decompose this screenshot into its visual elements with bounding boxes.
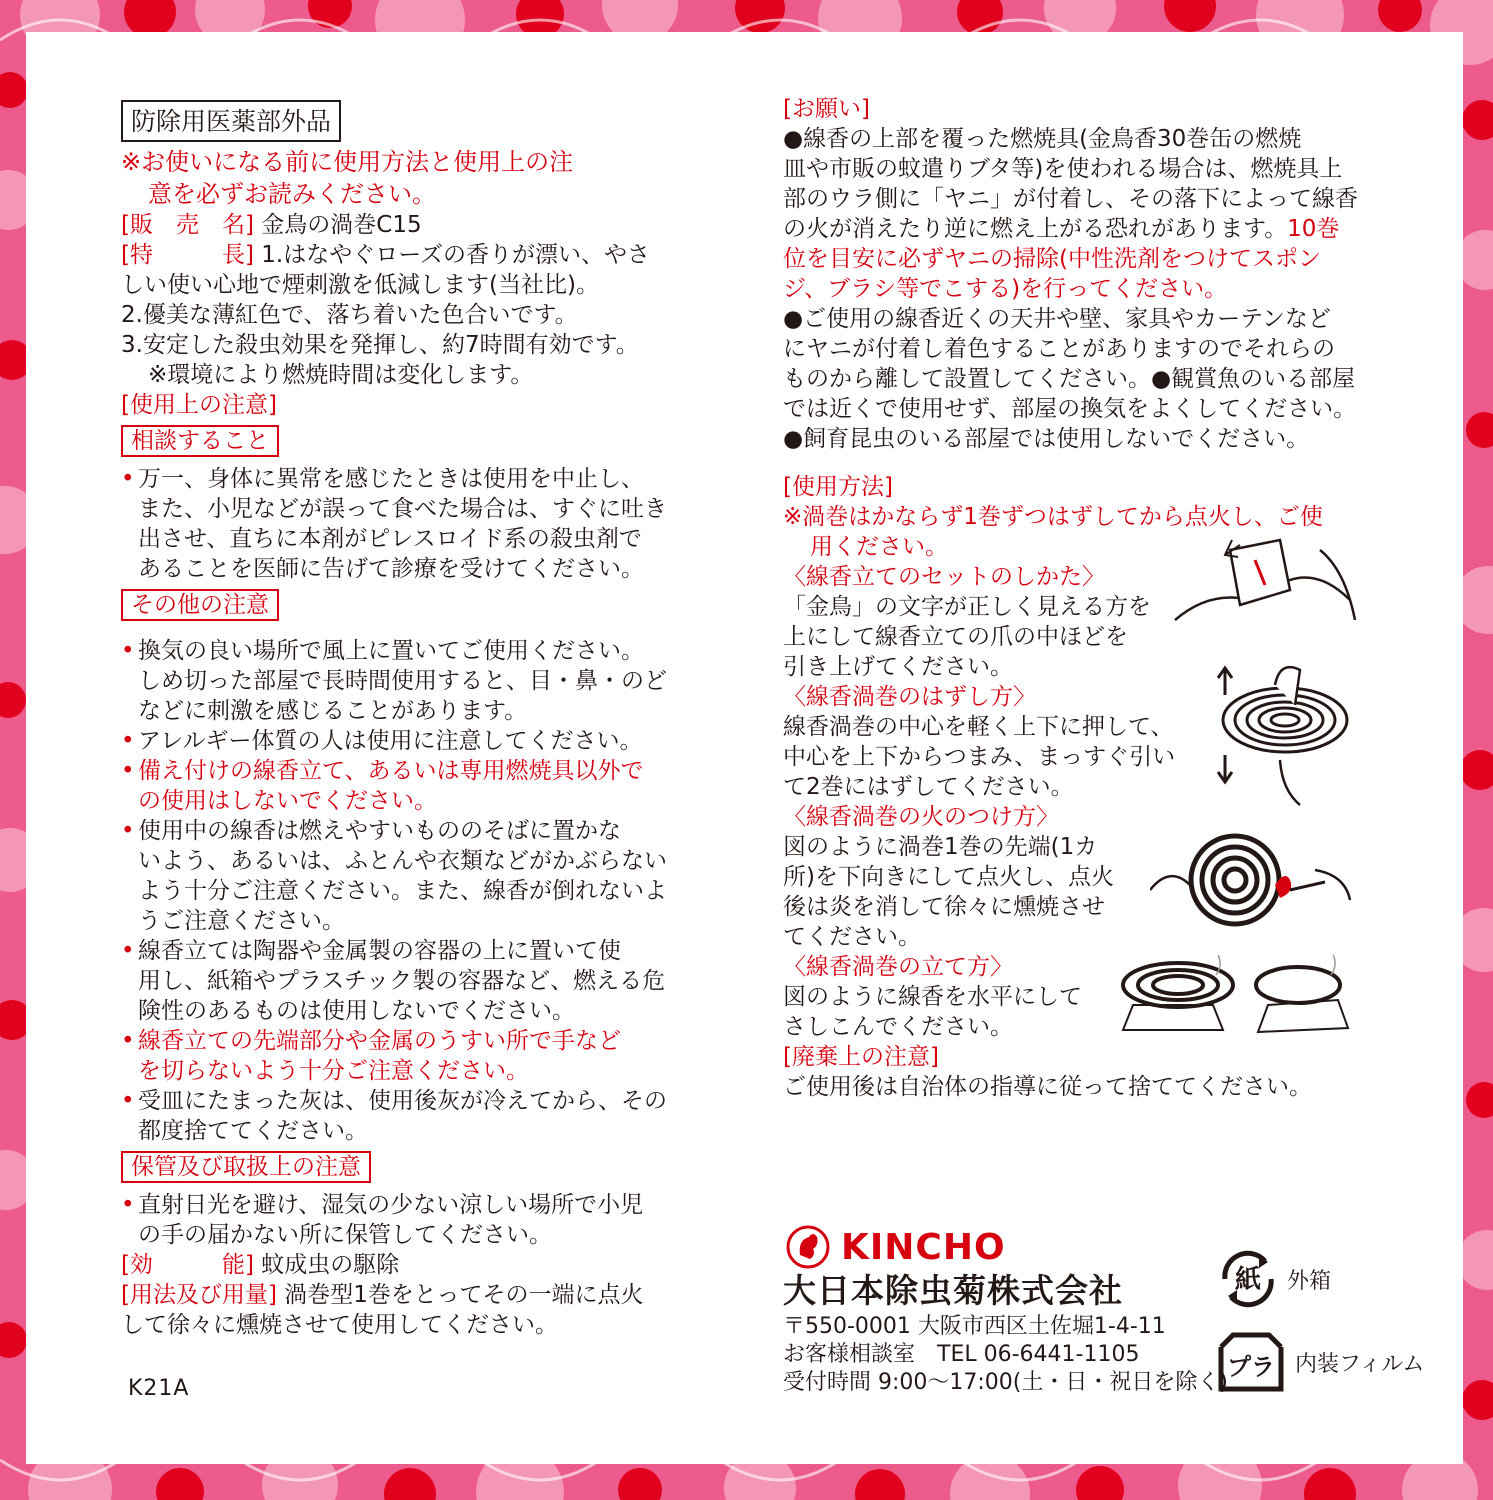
item-line: の使用はしないでください。	[138, 788, 437, 814]
company-address: 〒550-0001 大阪市西区土佐堀1-4-11	[783, 1314, 1166, 1339]
plastic-recycle-label: 内装フィルム	[1295, 1351, 1425, 1377]
step-title: 〈線香渦巻のはずし方〉	[783, 684, 1036, 710]
request-line: ものから離して設置してください。●観賞魚のいる部屋	[783, 366, 1356, 392]
brand-logo	[783, 1225, 1203, 1269]
item-line: いよう、あるいは、ふとんや衣類などがかぶらない	[138, 848, 667, 874]
request-line: ●ご使用の線香近くの天井や壁、家具やカーテンなど	[783, 306, 1331, 332]
step-line: 上にして線香立ての爪の中ほどを	[783, 624, 1128, 650]
request-red-line: ジ、ブラシ等でこする)を行ってください。	[783, 276, 1228, 302]
brand-name: KINCHO	[841, 1226, 1006, 1268]
left-column	[121, 100, 681, 1340]
item-line: 出させ、直ちに本剤がピレスロイド系の殺虫剤で	[138, 526, 642, 552]
feature-line: しい使い心地で煙刺激を低減します(当社比)。	[121, 272, 599, 298]
feature-line: 1.はなやぐローズの香りが漂い、やさ	[261, 242, 651, 268]
business-hours: 受付時間 9:00〜17:00(土・日・祝日を除く)	[783, 1370, 1228, 1395]
item-line: • 備え付けの線香立て、あるいは専用燃焼具以外で	[138, 758, 644, 784]
disposal-text: ご使用後は自治体の指導に従って捨ててください。	[783, 1074, 1312, 1100]
item-line: • 万一、身体に異常を感じたときは使用を中止し、	[138, 466, 644, 492]
item-line: • 線香立ては陶器や金属製の容器の上に置いて使	[138, 938, 621, 964]
item-line: の手の届かない所に保管してください。	[138, 1222, 552, 1248]
other-item	[121, 936, 681, 1026]
dosage-line: して徐々に燻焼させて使用してください。	[121, 1312, 558, 1338]
usage-warning-line: 用ください。	[810, 534, 948, 560]
separate-coil-illustration	[1210, 660, 1360, 810]
other-item	[121, 816, 681, 936]
step-title: 〈線香渦巻の火のつけ方〉	[783, 804, 1059, 830]
features-label: [特 長]	[121, 242, 254, 268]
item-line: • 受皿にたまった灰は、使用後灰が冷えてから、その	[138, 1088, 667, 1114]
feature-line: 2.優美な薄紅色で、落ち着いた色合いです。	[121, 302, 578, 328]
plastic-mark-text: プラ	[1227, 1353, 1275, 1381]
other-item	[121, 636, 681, 726]
item-line: • アレルギー体質の人は使用に注意してください。	[138, 728, 643, 754]
other-item	[121, 1086, 681, 1146]
step-line: さしこんでください。	[783, 1014, 1013, 1040]
paper-recycle-label: 外箱	[1287, 1268, 1332, 1294]
other-item-important	[121, 756, 681, 816]
item-line: 用し、紙箱やプラスチック製の容器など、燃える危	[138, 968, 666, 994]
warning-line: 意を必ずお読みください。	[148, 180, 436, 208]
dosage-label: [用法及び用量]	[121, 1282, 277, 1308]
quasi-drug-category-box: 防除用医薬部外品	[121, 100, 341, 142]
step-line: 「金鳥」の文字が正しく見える方を	[783, 594, 1151, 620]
usage-warning-line: ※渦巻はかならず1巻ずつはずしてから点火し、ご使	[783, 504, 1323, 530]
request-line: ●飼育昆虫のいる部屋では使用しないでください。	[783, 426, 1310, 452]
lot-code: K21A	[128, 1376, 190, 1401]
plastic-recycle-icon	[1213, 1327, 1289, 1397]
usage-heading: [使用方法]	[783, 474, 893, 500]
request-line: にヤニが付着し着色することがありますのでそれらの	[783, 336, 1335, 362]
request-line: 部のウラ側に「ヤニ」が付着し、その落下によって線香	[783, 186, 1358, 212]
item-line: • 換気の良い場所で風上に置いてご使用ください。	[138, 638, 644, 664]
step-line: 図のように渦巻1巻の先端(1カ	[783, 834, 1098, 860]
other-item-important	[121, 1026, 681, 1086]
burn-time-note: ※環境により燃焼時間は変化します。	[148, 362, 534, 388]
item-line: よう十分ご注意ください。また、線香が倒れないよ	[138, 878, 667, 904]
holder-setup-illustration	[1170, 530, 1360, 650]
request-text: の火が消えたり逆に燃え上がる恐れがあります。	[783, 216, 1288, 242]
request-line: では近くで使用せず、部屋の換気をよくしてください。	[783, 396, 1357, 422]
other-item	[121, 726, 681, 756]
request-red-line: 位を目安に必ずヤニの掃除(中性洗剤をつけてスポン	[783, 246, 1321, 272]
item-line: • 直射日光を避け、湿気の少ない涼しい場所で小児	[138, 1192, 644, 1218]
dosage-section	[121, 1280, 681, 1340]
paper-recycle-icon	[1215, 1246, 1281, 1312]
feature-line: 3.安定した殺虫効果を発揮し、約7時間有効です。	[121, 332, 639, 358]
rooster-logo-icon	[783, 1225, 833, 1269]
efficacy-label: [効 能]	[121, 1252, 254, 1278]
paper-mark-text: 紙	[1234, 1265, 1262, 1295]
step-line: て2巻にはずしてください。	[783, 774, 1074, 800]
plastic-recycle-mark	[1213, 1327, 1424, 1397]
product-name: 金鳥の渦巻C15	[261, 212, 422, 238]
storage-item	[121, 1190, 681, 1250]
step-line: 中心を上下からつまみ、まっすぐ引い	[783, 744, 1176, 770]
read-before-use-warning	[121, 146, 681, 210]
item-line: しめ切った部屋で長時間使用すると、目・鼻・のど	[138, 668, 667, 694]
consult-item	[121, 464, 681, 584]
product-name-label: [販 売 名]	[121, 212, 254, 238]
company-info	[783, 1225, 1228, 1397]
step-line: 引き上げてください。	[783, 654, 1013, 680]
step-line: 線香渦巻の中心を軽く上下に押して、	[783, 714, 1174, 740]
request-line: ●線香の上部を覆った燃焼具(金鳥香30巻缶の燃焼	[783, 126, 1302, 152]
item-line: うご注意ください。	[138, 908, 345, 934]
stand-coil-illustration	[1118, 950, 1363, 1040]
paper-recycle-mark	[1215, 1246, 1331, 1312]
consult-box: 相談すること	[121, 425, 279, 457]
item-line: 都度捨ててください。	[138, 1118, 368, 1144]
item-line: また、小児などが誤って食べた場合は、すぐに吐き	[138, 496, 667, 522]
light-coil-illustration	[1150, 830, 1355, 930]
step-title: 〈線香立てのセットのしかた〉	[783, 564, 1105, 590]
item-line: などに刺激を感じることがあります。	[138, 698, 528, 724]
features-section	[121, 240, 681, 390]
item-line: を切らないよう十分ご注意ください。	[138, 1058, 529, 1084]
dosage-line: 渦巻型1巻をとってその一端に点火	[284, 1282, 644, 1308]
product-name-row	[121, 210, 681, 240]
precautions-heading: [使用上の注意]	[121, 392, 277, 418]
step-title: 〈線香渦巻の立て方〉	[783, 954, 1013, 980]
request-red-text: 10巻	[1287, 216, 1340, 242]
customer-phone: お客様相談室 TEL 06-6441-1105	[783, 1342, 1140, 1367]
storage-box: 保管及び取扱上の注意	[121, 1151, 371, 1183]
warning-line: ※お使いになる前に使用方法と使用上の注	[121, 148, 574, 176]
step-line: 後は炎を消して徐々に燻焼させ	[783, 894, 1105, 920]
item-line: • 使用中の線香は燃えやすいもののそばに置かな	[138, 818, 621, 844]
disposal-heading: [廃棄上の注意]	[783, 1044, 939, 1070]
request-heading: [お願い]	[783, 96, 870, 122]
item-line: • 線香立ての先端部分や金属のうすい所で手など	[138, 1028, 621, 1054]
request-line: 皿や市販の蚊遣りブタ等)を使われる場合は、燃焼具上	[783, 156, 1343, 182]
step-line: 図のように線香を水平にして	[783, 984, 1082, 1010]
efficacy: 蚊成虫の駆除	[261, 1252, 400, 1278]
company-name: 大日本除虫菊株式会社	[783, 1271, 1123, 1310]
request-line	[783, 214, 1363, 244]
step-line: てください。	[783, 924, 921, 950]
item-line: あることを医師に告げて診療を受けてください。	[138, 556, 644, 582]
other-precautions-box: その他の注意	[121, 589, 279, 621]
item-line: 険性のあるものは使用しないでください。	[138, 998, 575, 1024]
step-line: 所)を下向きにして点火し、点火	[783, 864, 1114, 890]
efficacy-row	[121, 1250, 681, 1280]
